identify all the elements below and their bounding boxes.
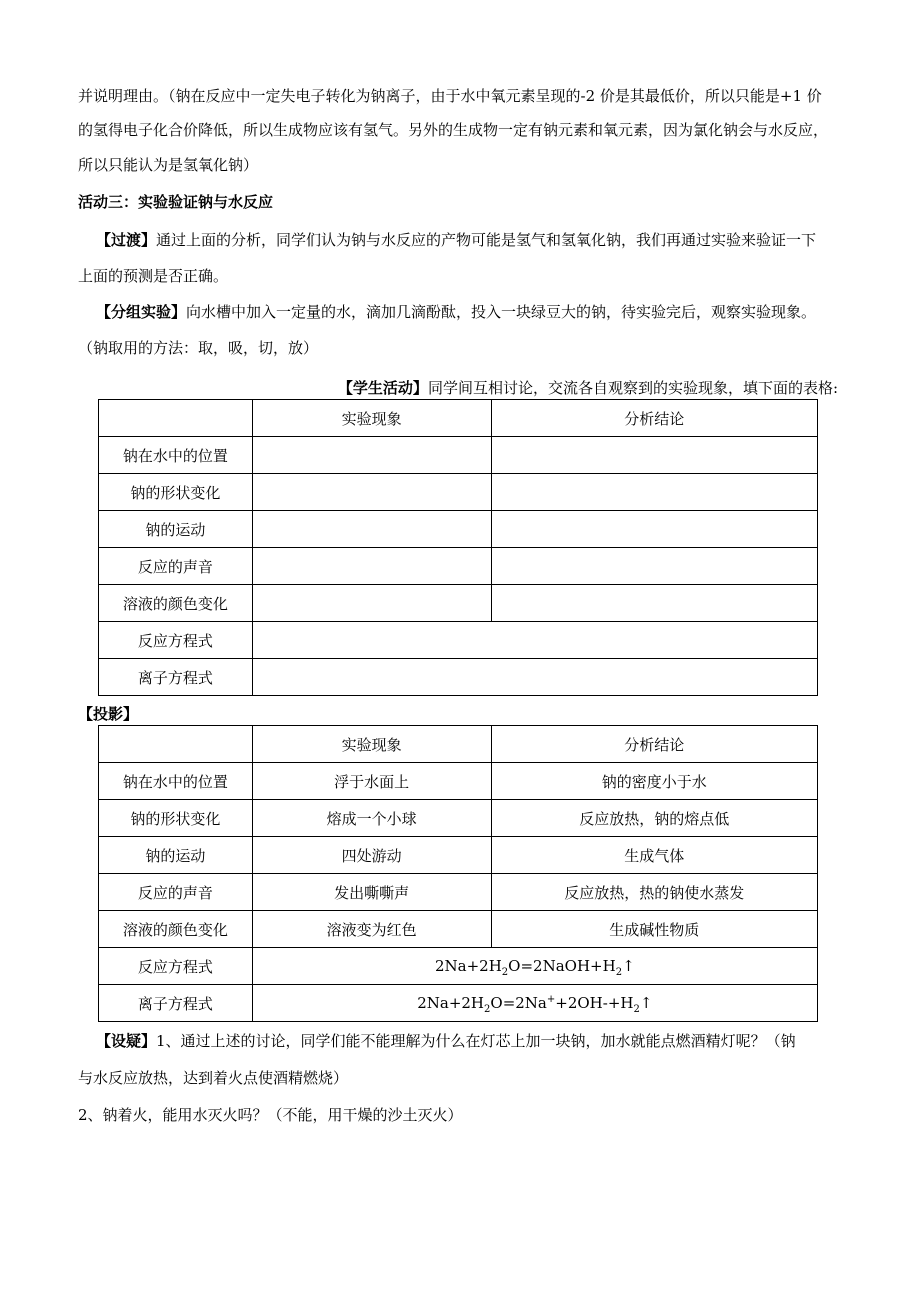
phenomenon-cell: 发出嘶嘶声: [252, 874, 491, 911]
row-label: 钠的形状变化: [99, 474, 253, 511]
phenomenon-cell: 溶液变为红色: [252, 911, 491, 948]
table-row: [99, 511, 818, 548]
blank-cell[interactable]: [252, 622, 817, 659]
row-label: 反应方程式: [99, 948, 253, 985]
row-label: 离子方程式: [99, 985, 253, 1022]
table-row: [99, 948, 818, 985]
group-experiment-text: 向水槽中加入一定量的水，滴加几滴酚酞，投入一块绿豆大的钠，待实验完后，观察实验现象。: [186, 303, 817, 321]
header-conclusion: 分析结论: [491, 726, 817, 763]
row-label: 溶液的颜色变化: [99, 911, 253, 948]
table-corner-cell: [99, 400, 253, 437]
conclusion-cell: 生成气体: [491, 837, 817, 874]
transition-tag: 【过渡】: [96, 231, 157, 249]
row-label: 钠的运动: [99, 511, 253, 548]
activity-heading: 活动三：实验验证钠与水反应: [78, 193, 274, 211]
table-row: [99, 911, 818, 948]
blank-cell[interactable]: [491, 437, 817, 474]
question-2: 2、钠着火，能用水灭火吗？（不能，用干燥的沙土灭火）: [78, 1106, 463, 1124]
phenomenon-cell: 浮于水面上: [252, 763, 491, 800]
conclusion-cell: 反应放热，热的钠使水蒸发: [491, 874, 817, 911]
blank-cell[interactable]: [252, 585, 491, 622]
transition-paragraph: [96, 230, 816, 250]
reaction-equation: $2Na+2H_2O=2NaOH+H_2↑$: [252, 948, 817, 985]
student-activity-tag: 【学生活动】: [337, 379, 428, 397]
group-experiment-line-2: （钠取用的方法：取，吸，切，放）: [78, 339, 319, 357]
blank-cell[interactable]: [252, 474, 491, 511]
blank-cell[interactable]: [252, 659, 817, 696]
header-conclusion: 分析结论: [491, 400, 817, 437]
conclusion-cell: 反应放热，钠的熔点低: [491, 800, 817, 837]
row-label: 钠在水中的位置: [99, 437, 253, 474]
table-row: [99, 800, 818, 837]
blank-cell[interactable]: [491, 474, 817, 511]
question-tag: 【设疑】: [96, 1032, 157, 1050]
transition-text: 通过上面的分析，同学们认为钠与水反应的产物可能是氢气和氢氧化钠，我们再通过实验来验证一下: [156, 231, 817, 249]
transition-line-2: 上面的预测是否正确。: [78, 267, 229, 285]
table-row: [99, 837, 818, 874]
question-paragraph: [96, 1031, 796, 1051]
row-label: 钠的形状变化: [99, 800, 253, 837]
row-label: 钠在水中的位置: [99, 763, 253, 800]
question-1-line-2: 与水反应放热，达到着火点使酒精燃烧）: [78, 1069, 349, 1087]
table-header-row: [99, 726, 818, 763]
phenomenon-cell: 熔成一个小球: [252, 800, 491, 837]
table-row: [99, 874, 818, 911]
blank-cell[interactable]: [252, 548, 491, 585]
table-row: [99, 474, 818, 511]
table-row: [99, 437, 818, 474]
row-label: 反应方程式: [99, 622, 253, 659]
row-label: 反应的声音: [99, 548, 253, 585]
table-row: [99, 985, 818, 1022]
blank-cell[interactable]: [491, 511, 817, 548]
header-phenomenon: 实验现象: [252, 726, 491, 763]
blank-table: [98, 399, 818, 696]
group-experiment-paragraph: [96, 302, 816, 322]
table-header-row: [99, 400, 818, 437]
blank-cell[interactable]: [491, 548, 817, 585]
table-row: [99, 763, 818, 800]
student-activity-line: [338, 378, 838, 398]
blank-cell[interactable]: [491, 585, 817, 622]
blank-cell[interactable]: [252, 511, 491, 548]
projection-table: [98, 725, 818, 1022]
intro-line-2: 的氢得电子化合价降低，所以生成物应该有氢气。另外的生成物一定有钠元素和氧元素，因为氯化钠会与水反应，: [78, 121, 829, 139]
table-row: [99, 548, 818, 585]
row-label: 钠的运动: [99, 837, 253, 874]
ionic-equation: $2Na+2H_2O=2Na^++2OH-+H_2↑$: [252, 985, 817, 1022]
question-1-text: 1、通过上述的讨论，同学们能不能理解为什么在灯芯上加一块钠，加水就能点燃酒精灯呢？（钠: [156, 1032, 796, 1050]
table-row: [99, 585, 818, 622]
table-row: [99, 622, 818, 659]
intro-line-1: 并说明理由。（钠在反应中一定失电子转化为钠离子，由于水中氧元素呈现的-2 价是其最低价，所以只能是+1 价: [78, 87, 822, 105]
conclusion-cell: 生成碱性物质: [491, 911, 817, 948]
conclusion-cell: 钠的密度小于水: [491, 763, 817, 800]
table-corner-cell: [99, 726, 253, 763]
row-label: 离子方程式: [99, 659, 253, 696]
blank-cell[interactable]: [252, 437, 491, 474]
header-phenomenon: 实验现象: [252, 400, 491, 437]
row-label: 溶液的颜色变化: [99, 585, 253, 622]
projection-tag: 【投影】: [78, 705, 139, 723]
row-label: 反应的声音: [99, 874, 253, 911]
intro-line-3: 所以只能认为是氢氧化钠）: [78, 156, 259, 174]
table-row: [99, 659, 818, 696]
student-activity-text: 同学间互相讨论，交流各自观察到的实验现象，填下面的表格:: [427, 379, 838, 397]
phenomenon-cell: 四处游动: [252, 837, 491, 874]
group-experiment-tag: 【分组实验】: [96, 303, 187, 321]
